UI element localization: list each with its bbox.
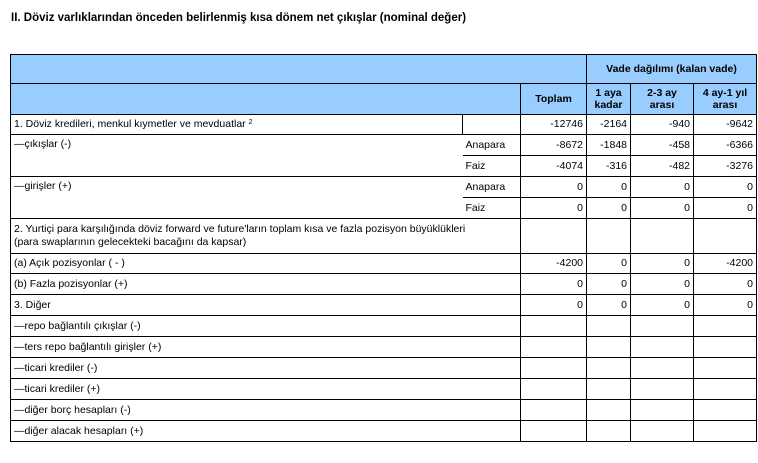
value-cell: -940 — [631, 115, 694, 135]
sub-label: Faiz — [463, 156, 521, 177]
row-label: —ticari krediler (-) — [11, 358, 521, 379]
row-label: 1. Döviz kredileri, menkul kıymetler ve mevduatlar $^2$ — [11, 115, 463, 135]
header-blank-2 — [11, 84, 521, 115]
value-cell: 0 — [631, 198, 694, 219]
value-cell: 0 — [694, 295, 757, 316]
value-cell: 0 — [631, 254, 694, 274]
row-label: (a) Açık pozisyonlar ( - ) — [11, 254, 521, 274]
value-cell: -9642 — [694, 115, 757, 135]
table-row — [11, 274, 757, 295]
table-row — [11, 219, 757, 254]
value-cell: 0 — [521, 198, 587, 219]
value-cell: -3276 — [694, 156, 757, 177]
value-cell: 0 — [587, 295, 631, 316]
row-label: —çıkışlar (-) — [11, 135, 463, 177]
table-row — [11, 316, 757, 337]
row-label: —diğer alacak hesapları (+) — [11, 421, 521, 442]
value-cell: 0 — [587, 198, 631, 219]
value-cell: -12746 — [521, 115, 587, 135]
value-cell: 0 — [631, 295, 694, 316]
row-label: —diğer borç hesapları (-) — [11, 400, 521, 421]
header-toplam: Toplam — [521, 84, 587, 115]
header-2-3-months: 2-3 ay arası — [631, 84, 694, 115]
table-row — [11, 421, 757, 442]
table-row — [11, 337, 757, 358]
value-cell: 0 — [521, 295, 587, 316]
value-cell: 0 — [631, 274, 694, 295]
row-label: 3. Diğer — [11, 295, 521, 316]
header-row-1 — [11, 55, 757, 84]
value-cell: 0 — [587, 274, 631, 295]
row-label: (b) Fazla pozisyonlar (+) — [11, 274, 521, 295]
value-cell: -316 — [587, 156, 631, 177]
value-cell: 0 — [587, 177, 631, 198]
value-cell: 0 — [631, 177, 694, 198]
table-row — [11, 254, 757, 274]
table-row — [11, 400, 757, 421]
value-cell: -4200 — [694, 254, 757, 274]
value-cell: -458 — [631, 135, 694, 156]
row-label: —repo bağlantılı çıkışlar (-) — [11, 316, 521, 337]
table-row — [11, 177, 757, 198]
header-1-month: 1 aya kadar — [587, 84, 631, 115]
value-cell: 0 — [694, 177, 757, 198]
table-row — [11, 115, 757, 135]
value-cell: 0 — [694, 274, 757, 295]
sub-label: Anapara — [463, 177, 521, 198]
value-cell: 0 — [587, 254, 631, 274]
row-label: —girişler (+) — [11, 177, 463, 219]
row-label: —ters repo bağlantılı girişler (+) — [11, 337, 521, 358]
row-label: —ticari krediler (+) — [11, 379, 521, 400]
header-blank — [11, 55, 587, 84]
header-row-2 — [11, 84, 757, 115]
table-row — [11, 379, 757, 400]
value-cell: -4200 — [521, 254, 587, 274]
value-cell: 0 — [521, 274, 587, 295]
table-row — [11, 358, 757, 379]
table-row — [11, 135, 757, 156]
page-title: II. Döviz varlıklarından önceden belirlenmiş kısa dönem net çıkışlar (nominal değer) — [11, 12, 467, 24]
value-cell: -482 — [631, 156, 694, 177]
header-4-12-months: 4 ay-1 yıl arası — [694, 84, 757, 115]
maturity-group-header: Vade dağılımı (kalan vade) — [587, 55, 757, 84]
table-row — [11, 295, 757, 316]
value-cell: 0 — [694, 198, 757, 219]
row-label: 2. Yurtiçi para karşılığında döviz forward ve future'ların toplam kısa ve fazla pozisyon büyüklükleri (para swaplarının gelecekteki bacağını da kapsar) — [11, 219, 521, 254]
value-cell: -4074 — [521, 156, 587, 177]
outflows-table — [10, 54, 757, 442]
value-cell: -6366 — [694, 135, 757, 156]
value-cell: -8672 — [521, 135, 587, 156]
sub-label: Faiz — [463, 198, 521, 219]
sub-label: Anapara — [463, 135, 521, 156]
value-cell: -1848 — [587, 135, 631, 156]
value-cell: 0 — [521, 177, 587, 198]
value-cell: -2164 — [587, 115, 631, 135]
